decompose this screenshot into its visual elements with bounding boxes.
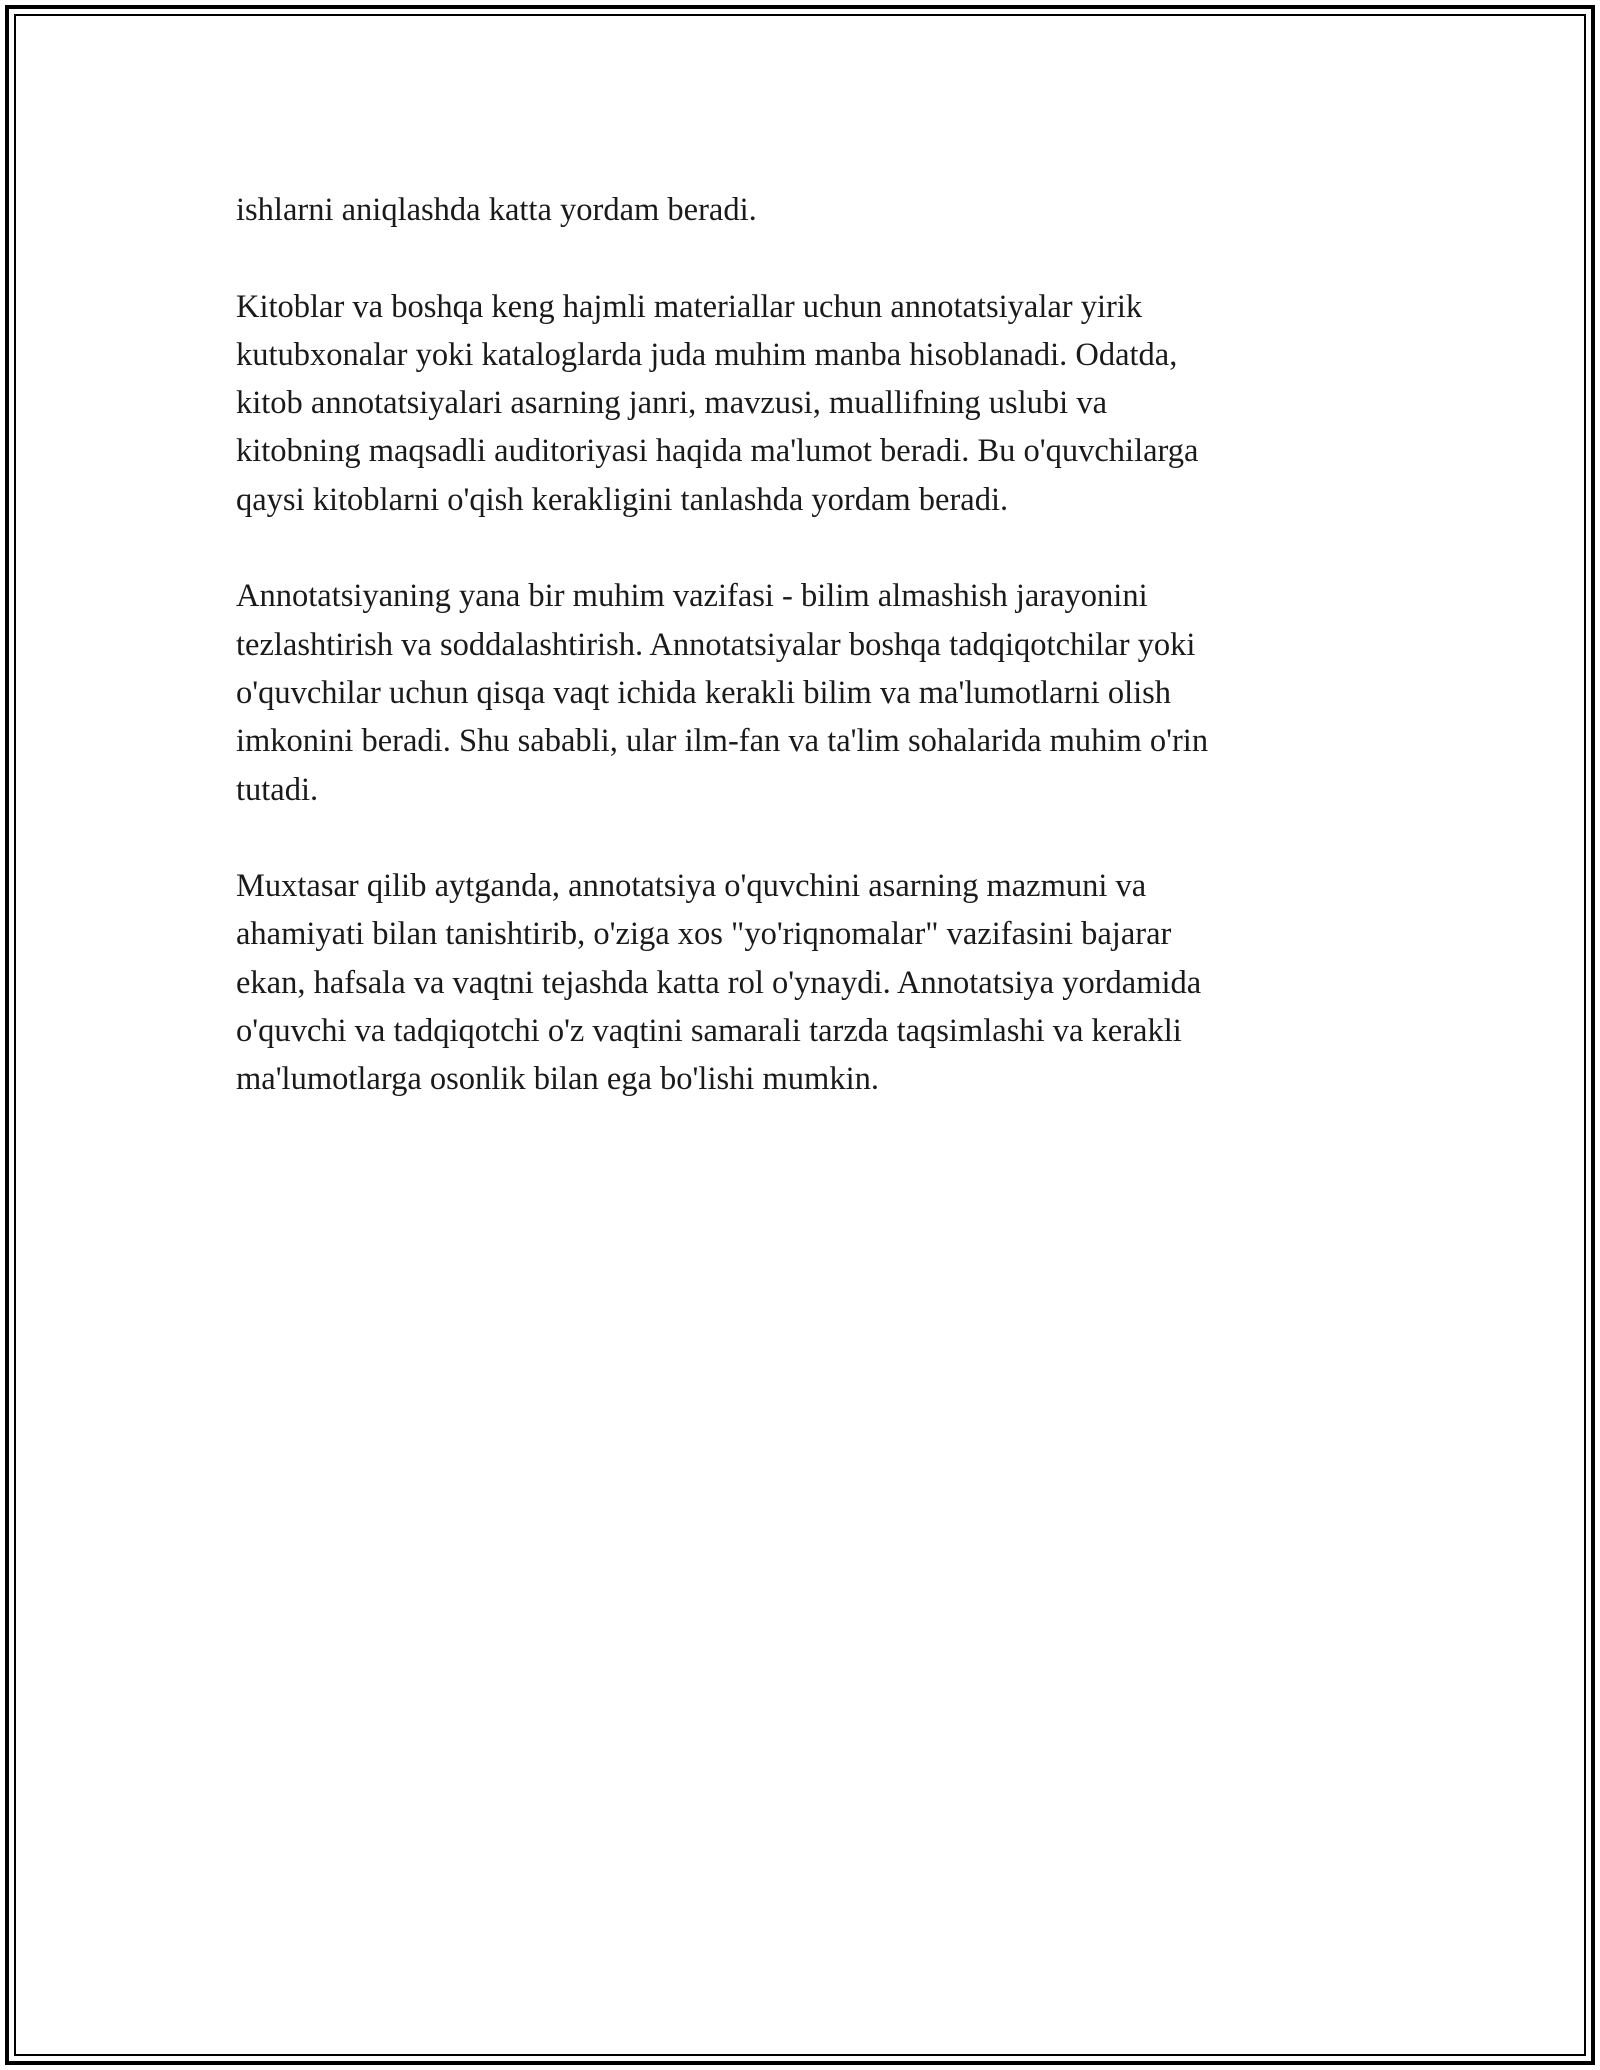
text-line: ishlarni aniqlashda katta yordam beradi.: [236, 192, 757, 228]
text-line: kutubxonalar yoki kataloglarda juda muhim manba hisoblanadi. Odatda,: [236, 336, 1178, 373]
paragraph-1: [236, 186, 1366, 234]
paragraph-4: [236, 862, 1366, 1103]
text-line: kitob annotatsiyalari asarning janri, mavzusi, muallifning uslubi va: [236, 385, 1107, 422]
text-line: ekan, hafsala va vaqtni tejashda katta rol o'ynaydi. Annotatsiya yordamida: [236, 964, 1202, 1001]
text-line: Annotatsiyaning yana bir muhim vazifasi - bilim almashish jarayonini: [236, 578, 1148, 615]
paragraph-3: [236, 572, 1366, 813]
text-line: qaysi kitoblarni o'qish kerakligini tanlashda yordam beradi.: [236, 481, 1009, 518]
document-body: [236, 186, 1366, 1152]
text-line: tezlashtirish va soddalashtirish. Annotatsiyalar boshqa tadqiqotchilar yoki: [236, 626, 1196, 663]
text-line: kitobning maqsadli auditoriyasi haqida ma'lumot beradi. Bu o'quvchilarga: [236, 433, 1199, 470]
text-line: ahamiyati bilan tanishtirib, o'ziga xos "yo'riqnomalar" vazifasini bajarar: [236, 916, 1172, 953]
text-line: imkonini beradi. Shu sababli, ular ilm-fan va ta'lim sohalarida muhim o'rin: [236, 723, 1209, 760]
paragraph-2: [236, 283, 1366, 524]
text-line: Kitoblar va boshqa keng hajmli materiallar uchun annotatsiyalar yirik: [236, 288, 1143, 325]
text-line: ma'lumotlarga osonlik bilan ega bo'lishi mumkin.: [236, 1061, 879, 1098]
text-line: o'quvchi va tadqiqotchi o'z vaqtini samarali tarzda taqsimlashi va kerakli: [236, 1013, 1182, 1050]
text-line: o'quvchilar uchun qisqa vaqt ichida kerakli bilim va ma'lumotlarni olish: [236, 674, 1172, 711]
text-line: Muxtasar qilib aytganda, annotatsiya o'quvchini asarning mazmuni va: [236, 868, 1147, 905]
text-line: tutadi.: [236, 771, 319, 808]
